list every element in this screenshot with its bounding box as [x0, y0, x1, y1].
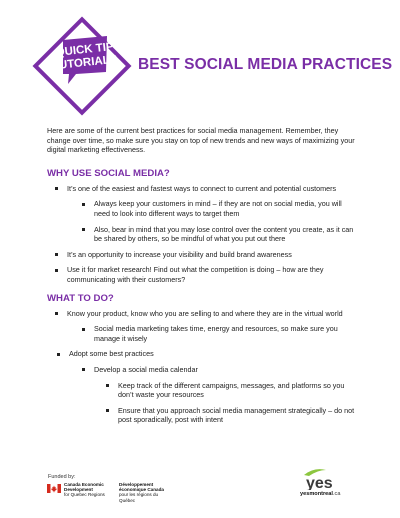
yes-montreal-logo: [300, 466, 360, 490]
logo-line1: QUICK TIP: [55, 41, 115, 60]
list-item: Always keep your customers in mind – if they are not on social media, you will need to look into different ways to target them: [47, 199, 359, 218]
list-item: Develop a social media calendar: [47, 365, 359, 375]
canada-flag-icon: [47, 484, 61, 493]
list-item: Social media marketing takes time, energy and resources, so make sure you manage it wisely: [47, 324, 359, 343]
intro-paragraph: Here are some of the current best practices for social media management. Remember, they change over time, so make sure you stay on top of new trends and new ways of maximizing your digital marketing effectiveness.: [47, 126, 355, 155]
funded-by-label: Funded by:: [48, 474, 76, 480]
svg-text:yes: yes: [306, 475, 333, 490]
government-logo: [47, 482, 172, 503]
list-item: It’s one of the easiest and fastest ways to connect to current and potential customers: [47, 184, 359, 194]
list-item: Keep track of the different campaigns, messages, and platforms so you don’t waste your resources: [47, 381, 359, 400]
quick-tip-tutorials-logo: [30, 14, 134, 118]
yes-url: yesmontreal.ca: [300, 491, 341, 497]
why-list: [47, 184, 359, 285]
gov-name-english: Canada Economic Development for Quebec Regions: [64, 482, 105, 498]
list-item: It’s an opportunity to increase your visibility and build brand awareness: [47, 250, 359, 260]
main-content: [47, 126, 359, 431]
list-item: Ensure that you approach social media management strategically – do not post sporadically, post with intent: [47, 406, 359, 425]
list-item: Know your product, know who you are selling to and where they are in the virtual world: [47, 309, 359, 319]
page-title: BEST SOCIAL MEDIA PRACTICES: [138, 56, 393, 73]
list-item: Use it for market research! Find out what the competition is doing – how are they communicating with their customers?: [47, 265, 359, 284]
what-list: [47, 309, 359, 425]
logo-line2: TUTORIALS: [51, 53, 118, 73]
section-heading-why: WHY USE SOCIAL MEDIA?: [47, 167, 170, 179]
list-item: Also, bear in mind that you may lose control over the content you create, as it can be shared by others, so be mindful of what you put out there: [47, 225, 359, 244]
section-heading-what: WHAT TO DO?: [47, 292, 114, 304]
list-item: Adopt some best practices: [47, 349, 359, 359]
gov-name-french: Développement économique Canada pour les régions du Québec: [119, 482, 164, 503]
